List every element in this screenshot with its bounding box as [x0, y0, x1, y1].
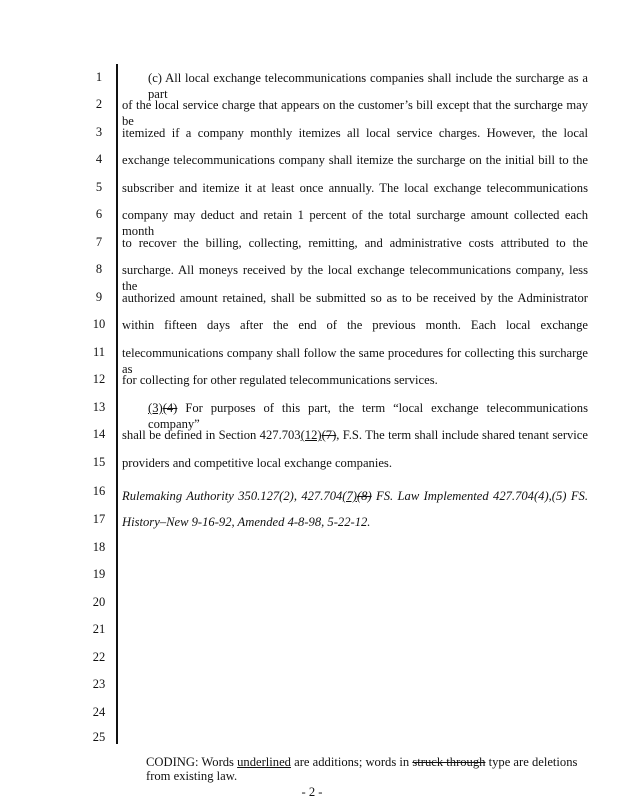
- text-line-4: [122, 152, 588, 168]
- text-line-10: [122, 317, 588, 333]
- text: for collecting for other regulated telecommunications services.: [122, 373, 438, 387]
- text-line-1: [122, 70, 588, 101]
- struck-sample: struck through: [412, 755, 486, 769]
- line-number: 23: [92, 677, 106, 691]
- line-number: 1: [95, 70, 103, 84]
- text: type are deletions from existing law.: [146, 755, 578, 783]
- page-number: - 2 -: [301, 785, 323, 799]
- inserted-text: (7): [342, 489, 357, 503]
- text-line-12: [122, 372, 588, 388]
- line-number: 7: [95, 235, 103, 249]
- inserted-text: (12): [300, 428, 322, 442]
- text: , F.S. The term shall include shared tenant service: [336, 428, 588, 442]
- coding-legend: [146, 755, 586, 783]
- text: providers and competitive local exchange companies.: [122, 456, 392, 470]
- text: shall be defined in Section 427.703: [122, 428, 301, 442]
- line-number: 2: [95, 97, 103, 111]
- text-line-6: [122, 207, 588, 238]
- text-line-5: [122, 180, 588, 196]
- line-number: 12: [92, 372, 106, 386]
- text-line-9: [122, 290, 588, 306]
- line-number: 16: [92, 484, 106, 498]
- line-number: 3: [95, 125, 103, 139]
- text: FS. Law Implemented 427.704(4),(5) FS.: [371, 489, 588, 503]
- line-number: 15: [92, 455, 106, 469]
- text: For purposes of this part, the term “local exchange telecommunications company”: [148, 401, 588, 431]
- deleted-text: (7): [321, 428, 337, 442]
- text: subscriber and itemize it at least once annually. The local exchange telecommunications: [122, 181, 588, 195]
- line-number: 14: [92, 427, 106, 441]
- text: within fifteen days after the end of the previous month. Each local exchange: [122, 318, 588, 332]
- line-number: 22: [92, 650, 106, 664]
- deleted-text: (8): [356, 489, 372, 503]
- line-number: 24: [92, 705, 106, 719]
- text: authorized amount retained, shall be submitted so as to be received by the Administrator: [122, 291, 588, 305]
- text: exchange telecommunications company shall itemize the surcharge on the initial bill to the: [122, 153, 588, 167]
- line-number: 4: [95, 152, 103, 166]
- text: are additions; words in: [290, 755, 413, 769]
- line-number: 21: [92, 622, 106, 636]
- line-number: 13: [92, 400, 106, 414]
- text: (c) All local exchange telecommunications companies shall include the surcharge as a part: [148, 71, 588, 101]
- text-line-3: [122, 125, 588, 141]
- line-number: 17: [92, 512, 106, 526]
- text-line-7: [122, 235, 588, 251]
- text: company may deduct and retain 1 percent of the total surcharge amount collected each month: [122, 208, 588, 238]
- line-number: 25: [92, 730, 106, 744]
- underlined-sample: underlined: [237, 755, 291, 769]
- text-line-15: [122, 455, 588, 471]
- line-number: 11: [92, 345, 106, 359]
- line-number: 6: [95, 207, 103, 221]
- text-line-11: [122, 345, 588, 376]
- line-number: 10: [92, 317, 106, 331]
- line-number-rule: [116, 64, 118, 744]
- text: CODING: Words: [146, 755, 238, 769]
- text: itemized if a company monthly itemizes all local service charges. However, the local: [122, 126, 588, 140]
- rule-history-line-1: [122, 488, 588, 504]
- line-number: 20: [92, 595, 106, 609]
- text: Rulemaking Authority 350.127(2), 427.704: [122, 489, 343, 503]
- deleted-text: (4): [162, 401, 178, 415]
- line-number: 8: [95, 262, 103, 276]
- text-line-8: [122, 262, 588, 293]
- text: surcharge. All moneys received by the local exchange telecommunications company, less the: [122, 263, 588, 293]
- text: History–New 9-16-92, Amended 4-8-98, 5-22-12.: [122, 515, 371, 529]
- text-line-14: [122, 427, 588, 443]
- text-line-2: [122, 97, 588, 128]
- text: of the local service charge that appears on the customer’s bill except that the surcharge may be: [122, 98, 588, 128]
- inserted-text: (3): [148, 401, 163, 415]
- line-number: 19: [92, 567, 106, 581]
- line-number: 5: [95, 180, 103, 194]
- text: telecommunications company shall follow the same procedures for collecting this surcharge as: [122, 346, 588, 376]
- text: to recover the billing, collecting, remitting, and administrative costs attributed to the: [122, 236, 588, 250]
- line-number: 9: [95, 290, 103, 304]
- line-number: 18: [92, 540, 106, 554]
- text-line-13: [122, 400, 588, 431]
- rule-history-line-2: [122, 514, 588, 530]
